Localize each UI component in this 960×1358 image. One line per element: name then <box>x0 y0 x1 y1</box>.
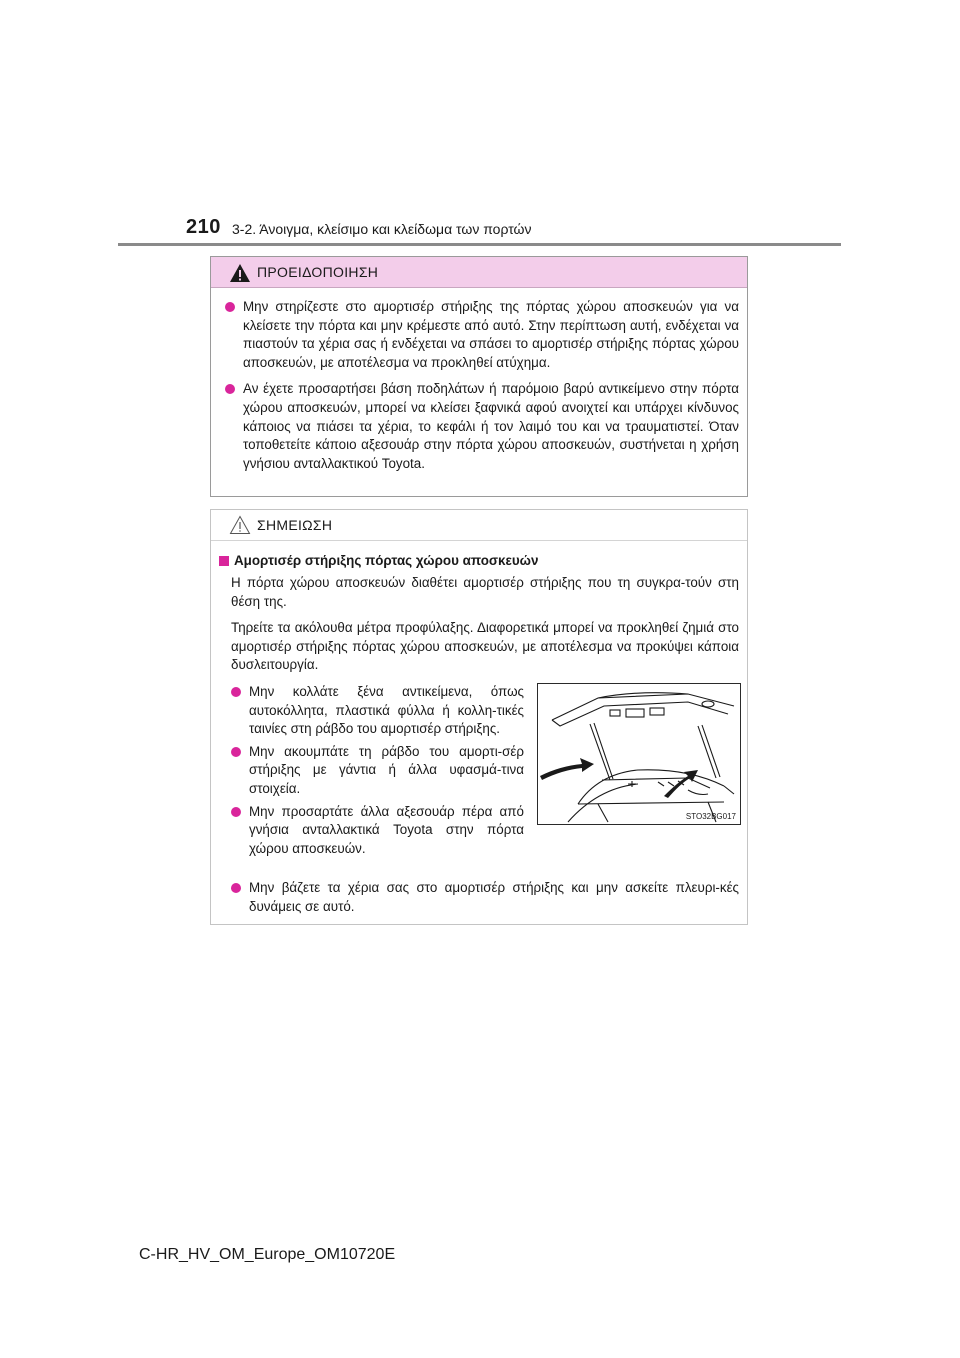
trunk-illustration-drawing <box>538 684 740 824</box>
bullet-dot-icon <box>231 687 241 697</box>
warning-title: ΠΡΟΕΙΔΟΠΟΙΗΣΗ <box>257 264 379 280</box>
note-subheading-text: Αμορτισέρ στήριξης πόρτας χώρου αποσκευών <box>234 553 539 568</box>
note-item <box>231 683 524 739</box>
warning-header <box>211 257 747 288</box>
note-title: ΣΗΜΕΙΩΣΗ <box>257 517 333 533</box>
warning-body <box>211 288 747 473</box>
caution-outline-icon <box>229 515 251 535</box>
warning-triangle-icon <box>229 263 251 283</box>
warning-item <box>225 298 739 372</box>
note-subheading <box>219 552 739 570</box>
bullet-dot-icon <box>231 883 241 893</box>
note-item-text: Μην προσαρτάτε άλλα αξεσουάρ πέρα από γνήσια ανταλλακτικά Toyota στην πόρτα χώρου αποσκευών. <box>249 803 524 856</box>
note-body <box>211 541 747 916</box>
note-item-text: Μην κολλάτε ξένα αντικείμενα, όπως αυτοκόλλητα, πλαστικά φύλλα ή κολλη-τικές ταινίες στη ράβδο του αμορτισέρ στήριξης. <box>249 683 524 737</box>
bullet-dot-icon <box>231 747 241 757</box>
note-bullets-section <box>219 683 739 879</box>
trunk-damper-illustration <box>537 683 741 825</box>
warning-item-text: Αν έχετε προσαρτήσει βάση ποδηλάτων ή παρόμοιο βαρύ αντικείμενο στην πόρτα χώρου αποσκευών, μπορεί να κλείσει ξαφνικά αφού ανοιχτεί και υπάρχει κίνδυνος κάποιος να πιάσει τα χέρια, το κεφάλι ή τον λαιμό του και να τραυματιστεί. Όταν τοποθετείτε κάποιο αξεσουάρ στην πόρτα χώρου αποσκευών, συστήνεται η χρήση γνήσιου ανταλλακτικού Toyota. <box>243 381 739 471</box>
note-paragraph: Τηρείτε τα ακόλουθα μέτρα προφύλαξης. Διαφορετικά μπορεί να προκληθεί ζημιά στο αμορτισέρ στήριξης πόρτας χώρου αποσκευών, με αποτέλεσμα να προκύψει κάποια δυσλειτουργία. <box>231 620 739 673</box>
square-bullet-icon <box>219 556 229 566</box>
header-rule <box>118 243 841 246</box>
note-item-text: Μην βάζετε τα χέρια σας στο αμορτισέρ στήριξης και μην ασκείτε πλευρι-κές δυνάμεις σε αυτό. <box>249 879 739 914</box>
note-box <box>210 509 748 925</box>
warning-item <box>225 380 739 473</box>
figure-code: STO32BG017 <box>685 811 736 821</box>
note-header <box>211 510 747 541</box>
note-item <box>231 743 524 799</box>
bullet-dot-icon <box>231 807 241 817</box>
note-bullets-list <box>231 683 524 862</box>
note-item-text: Μην ακουμπάτε τη ράβδο του αμορτι-σέρ στήριξης με γάντια ή άλλα υφασμά-τινα στοιχεία. <box>249 743 524 796</box>
note-item <box>231 879 739 916</box>
footer-doc-code: C-HR_HV_OM_Europe_OM10720E <box>139 1246 396 1263</box>
section-title: 3-2. Άνοιγμα, κλείσιμο και κλείδωμα των πορτών <box>232 221 532 237</box>
note-item <box>231 803 524 859</box>
page-number: 210 <box>186 216 221 238</box>
warning-item-text: Μην στηρίζεστε στο αμορτισέρ στήριξης της πόρτας χώρου αποσκευών για να κλείσετε την πόρτα και μην κρέμεστε από αυτό. Στην περίπτωση αυτή, ενδέχεται να πιαστούν τα χέρια σας ή ενδέχεται να σπάσει το αμορτισέρ στήριξης πόρτας χώρου αποσκευών, με αποτέλεσμα να προκληθεί ατύχημα. <box>243 299 739 370</box>
bullet-dot-icon <box>225 384 235 394</box>
warning-box <box>210 256 748 497</box>
note-last-item-wrap <box>219 879 739 916</box>
note-paragraph: Η πόρτα χώρου αποσκευών διαθέτει αμορτισέρ στήριξης που τη συγκρα-τούν στη θέση της. <box>231 575 739 609</box>
bullet-dot-icon <box>225 302 235 312</box>
